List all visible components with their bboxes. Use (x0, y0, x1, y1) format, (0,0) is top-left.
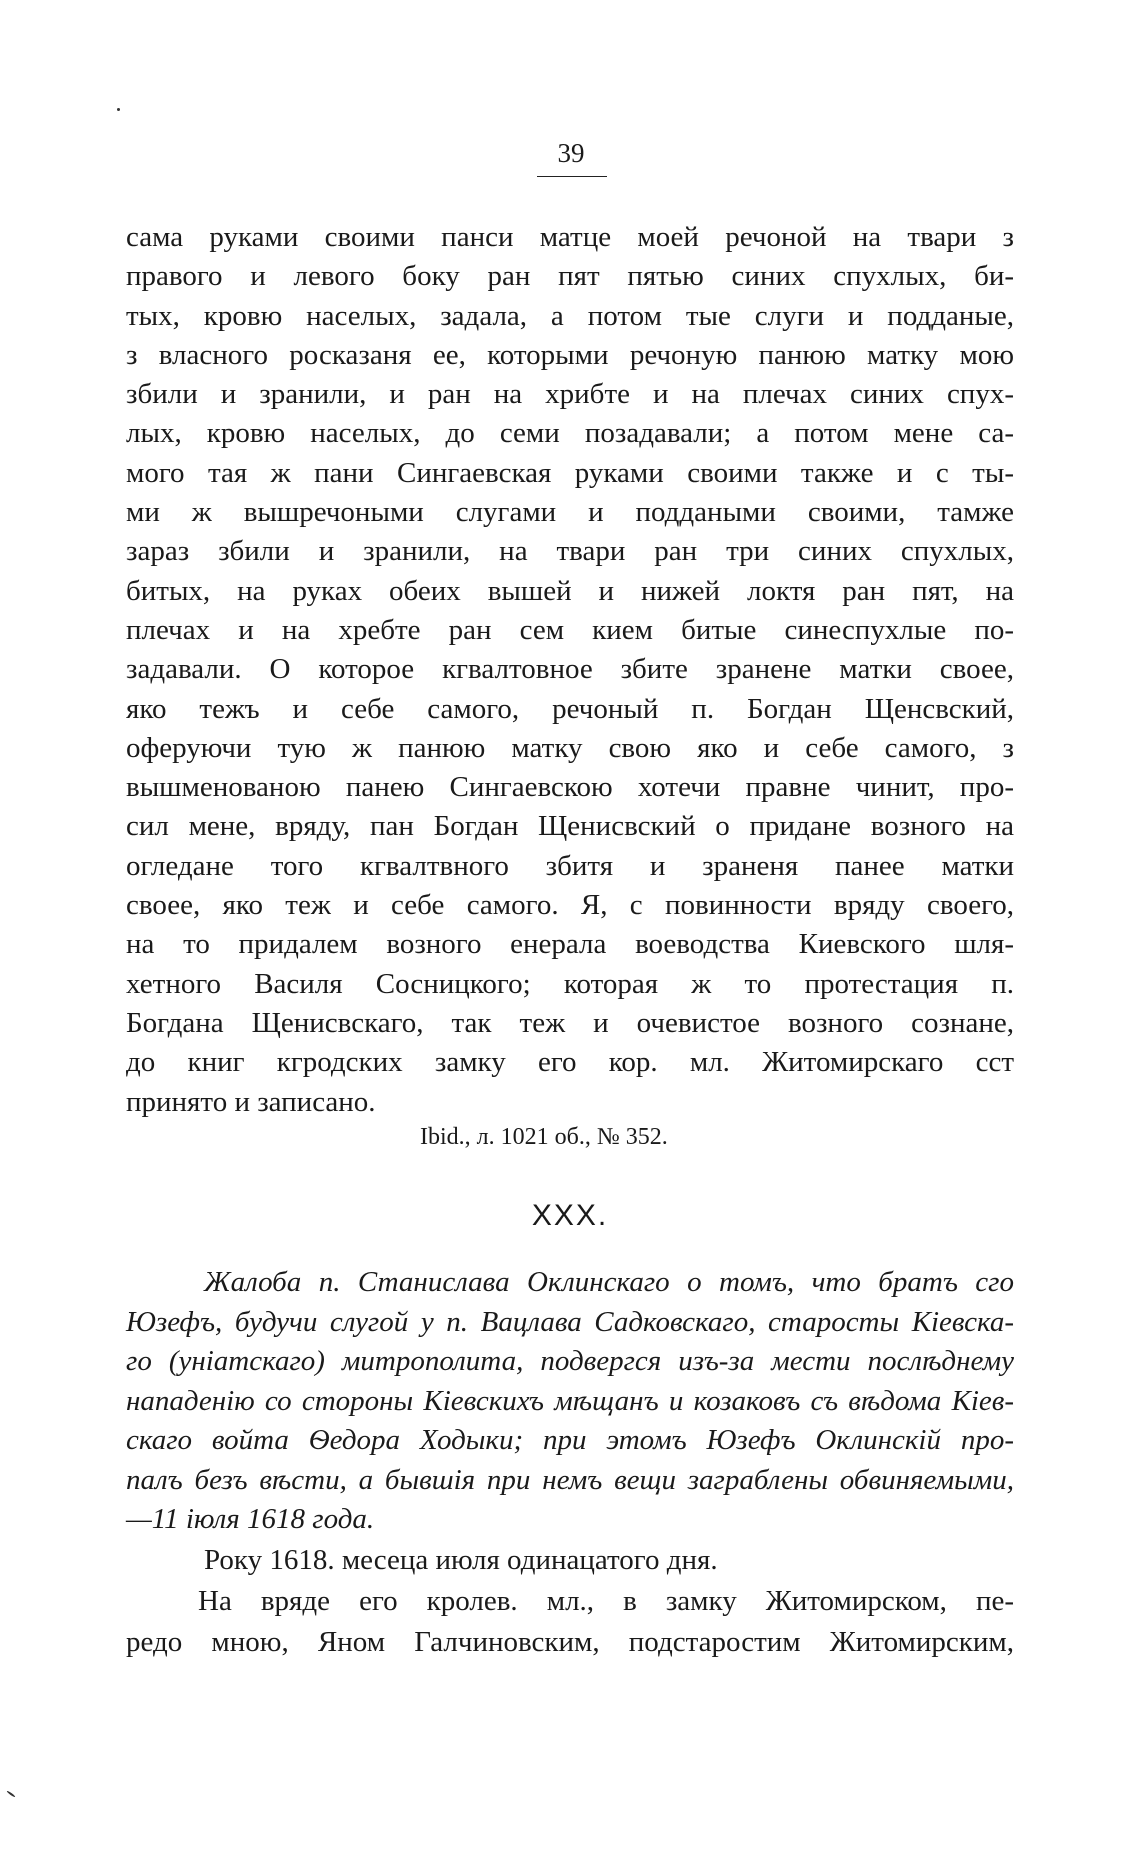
page-number: 39 (557, 138, 585, 168)
page-number-rule (537, 176, 607, 177)
main-paragraph (126, 218, 1014, 1122)
text-line: Богдана Щенисвскаго, так теж и очевистое возного сознане, (126, 1006, 1014, 1039)
document-opening (126, 1540, 1014, 1663)
text-line: з власного росказаня ее, которыми речоную панюю матку мою (126, 338, 1014, 371)
text-line: битых, на руках обеих вышей и нижей локтя ран пят, на (126, 574, 1014, 607)
text-line: сама руками своими панси матце моей речоной на твари з (126, 221, 1014, 253)
text-line: до книг кгродских замку его кор. мл. Житомирскаго сст (126, 1046, 1014, 1079)
text-line: правого и левого боку ран пят пятью синих спухлых, би- (126, 260, 1014, 293)
text-line: своее, яко теж и себе самого. Я, с повинности вряду своего, (126, 889, 1014, 922)
text-line: задавали. О которое кгвалтовное збите зранене матки своее, (126, 653, 1014, 686)
text-line: яко тежъ и себе самого, речоный п. Богдан Щенсвский, (126, 692, 1014, 725)
text-line: на то придалем возного енерала воеводства Киевского шля- (126, 928, 1014, 961)
source-citation: Ibid., л. 1021 об., № 352. (420, 1124, 668, 1150)
text-line: тых, кровю населых, задала, а потом тые слуги и подданые, (126, 299, 1014, 332)
text-line: сил мене, вряду, пан Богдан Щенисвский о придане возного на (126, 810, 1014, 843)
text-line: ми ж вышречоными слугами и поддаными своими, тамже (126, 496, 1014, 529)
text-line: вышменованою панею Сингаевскою хотечи правне чинит, про- (126, 771, 1014, 804)
summary-line: Юзефъ, будучи слугой у п. Вацлава Садковскаго, старосты Кіевска- (126, 1305, 1014, 1338)
section-heading: XXX. (531, 1199, 609, 1232)
text-line: хетного Василя Сосницкого; которая ж то протестация п. (126, 967, 1014, 1000)
text-line: Року 1618. месеца июля одинацатого дня. (204, 1544, 718, 1576)
text-line: редо мною, Яном Галчиновским, подстаростим Житомирским, (126, 1626, 1014, 1658)
document-summary (126, 1263, 1014, 1540)
summary-line: —11 іюля 1618 года. (126, 1503, 375, 1535)
scan-mark (6, 1790, 15, 1797)
summary-line: палъ безъ вѣсти, а бывшія при немъ вещи заграблены обвиняемыми, (126, 1463, 1014, 1496)
summary-line: Жалоба п. Станислава Оклинскаго о томъ, что братъ сго (204, 1266, 1014, 1298)
text-line: мого тая ж пани Сингаевская руками своими также и с ты- (126, 456, 1014, 489)
text-line: лых, кровю населых, до семи позадавали; а потом мене са- (126, 417, 1014, 450)
summary-line: нападенію со стороны Кіевскихъ мѣщанъ и козаковъ съ вѣдома Кіев- (126, 1384, 1014, 1417)
text-line: зараз збили и зранили, на твари ран три синих спухлых, (126, 535, 1014, 568)
text-line: принято и записано. (126, 1085, 376, 1118)
summary-line: го (уніатскаго) митрополита, подвергся изъ-за мести послѣднему (126, 1345, 1014, 1377)
text-line: огледане того кгвалтвного збитя и зраненя панее матки (126, 849, 1014, 882)
scan-speck (117, 108, 120, 111)
text-line: плечах и на хребте ран сем кием битые синеспухлые по- (126, 613, 1014, 646)
text-line: На вряде его кролев. мл., в замку Житомирском, пе- (198, 1585, 1014, 1617)
summary-line: скаго войта Ѳедора Ходыки; при этомъ Юзефъ Оклинскій про- (126, 1424, 1014, 1456)
text-line: оферуючи тую ж панюю матку свою яко и себе самого, з (126, 731, 1014, 764)
text-line: збили и зранили, и ран на хрибте и на плечах синих спух- (126, 378, 1014, 411)
